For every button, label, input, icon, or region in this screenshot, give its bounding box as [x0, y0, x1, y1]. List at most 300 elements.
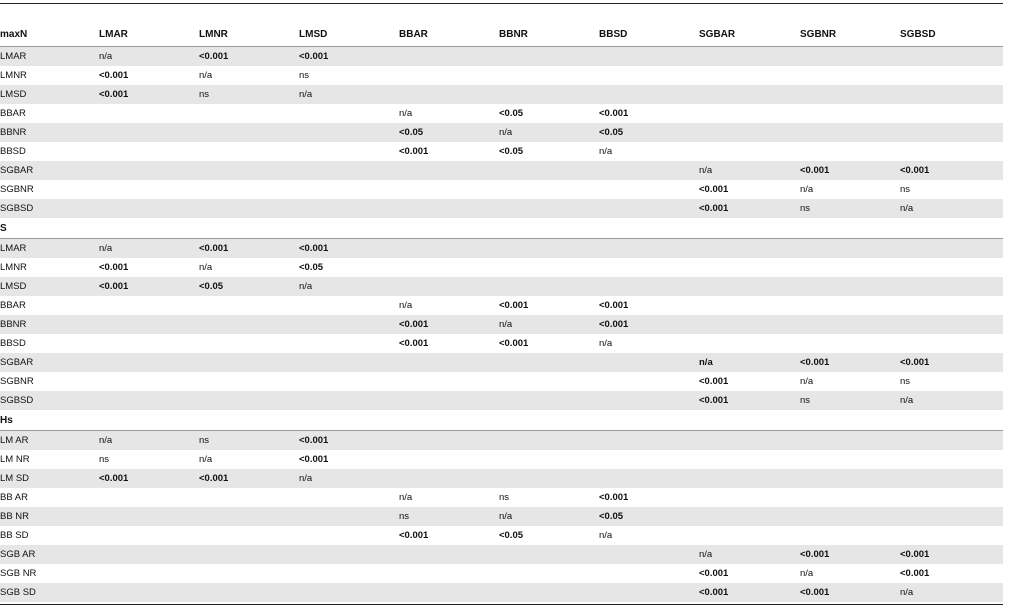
table-row: [0, 123, 1003, 142]
row-label: SGBSD: [0, 391, 99, 410]
table-cell: [699, 507, 800, 526]
table-row: [0, 66, 1003, 85]
table-cell: [199, 199, 299, 218]
table-cell: [699, 488, 800, 507]
table-cell: n/a: [499, 315, 599, 334]
row-label: LMAR: [0, 239, 99, 259]
table-cell: <0.001: [199, 47, 299, 67]
table-cell: [699, 258, 800, 277]
table-cell: [399, 199, 499, 218]
table-cell: <0.001: [900, 161, 1003, 180]
table-row: [0, 161, 1003, 180]
table-cell: [399, 583, 499, 602]
table-cell: [499, 199, 599, 218]
row-label: BBSD: [0, 338, 26, 349]
table-cell: [299, 545, 399, 564]
section-title: Hs: [0, 410, 1003, 431]
header-cell: LMAR: [99, 28, 128, 40]
table-cell: [399, 391, 499, 410]
table-body: [0, 22, 1003, 602]
table-cell: [800, 142, 900, 161]
table-cell: [299, 391, 399, 410]
table-cell: <0.001: [599, 492, 629, 503]
table-cell: <0.001: [199, 239, 299, 259]
table-cell: [800, 296, 900, 315]
table-cell: [499, 258, 599, 277]
table-cell: [599, 239, 699, 259]
table-cell: [499, 564, 599, 583]
table-cell: [800, 104, 900, 123]
table-row: [0, 469, 1003, 488]
header-cell: BBNR: [499, 28, 528, 40]
table-cell: [800, 47, 900, 67]
table-cell: [499, 180, 599, 199]
table-cell: [99, 315, 199, 334]
table-cell: [900, 66, 1003, 85]
table-cell: <0.001: [199, 469, 299, 488]
table-row: [0, 199, 1003, 218]
table-cell: [699, 142, 800, 161]
table-cell: [199, 564, 299, 583]
table-cell: [800, 315, 900, 334]
table-cell: [299, 199, 399, 218]
table-cell: <0.05: [499, 108, 524, 119]
table-cell: [499, 161, 599, 180]
table-cell: <0.001: [499, 300, 529, 311]
table-row: [0, 431, 1003, 451]
table-cell: [900, 450, 1003, 469]
table-cell: n/a: [599, 338, 613, 349]
table-cell: [99, 372, 199, 391]
table-row: [0, 180, 1003, 199]
table-cell: <0.001: [599, 108, 629, 119]
row-label: LMSD: [0, 85, 99, 104]
table-cell: <0.05: [599, 507, 699, 526]
table-cell: [399, 450, 499, 469]
table-cell: ns: [299, 70, 310, 81]
table-cell: ns: [800, 199, 900, 218]
table-cell: [900, 104, 1003, 123]
section-title: S: [0, 218, 1003, 239]
row-label: SGBAR: [0, 353, 99, 372]
table-cell: [99, 526, 199, 545]
table-cell: n/a: [199, 70, 213, 81]
table-cell: [299, 564, 399, 583]
header-cell: BBSD: [599, 28, 628, 40]
row-label: LMSD: [0, 277, 99, 296]
table-row: [0, 526, 1003, 545]
table-cell: n/a: [900, 391, 1003, 410]
table-cell: [399, 431, 499, 451]
table-cell: [199, 296, 299, 315]
table-row: [0, 277, 1003, 296]
table-cell: [399, 258, 499, 277]
table-cell: [99, 334, 199, 353]
table-cell: <0.001: [699, 583, 800, 602]
table-cell: [900, 488, 1003, 507]
table-cell: [499, 277, 599, 296]
table-cell: <0.001: [599, 315, 699, 334]
table-cell: [299, 142, 399, 161]
row-label: LMNR: [0, 70, 27, 81]
table-cell: [499, 66, 599, 85]
table-cell: [99, 564, 199, 583]
table-cell: [900, 142, 1003, 161]
table-cell: [699, 315, 800, 334]
row-label: BBNR: [0, 123, 99, 142]
section-header-row: [0, 218, 1003, 239]
table-cell: <0.001: [699, 391, 800, 410]
table-cell: <0.001: [99, 85, 199, 104]
table-cell: [99, 391, 199, 410]
table-cell: [800, 507, 900, 526]
row-label: LM SD: [0, 469, 99, 488]
table-cell: [299, 526, 399, 545]
table-cell: <0.001: [800, 583, 900, 602]
table-cell: [800, 526, 900, 545]
table-cell: [499, 372, 599, 391]
table-cell: [699, 104, 800, 123]
table-cell: [800, 431, 900, 451]
table-cell: <0.001: [99, 70, 129, 81]
table-cell: [499, 450, 599, 469]
table-cell: [199, 507, 299, 526]
table-cell: [599, 161, 699, 180]
table-cell: n/a: [499, 123, 599, 142]
table-cell: <0.001: [299, 454, 329, 465]
table-cell: ns: [900, 376, 911, 387]
table-cell: n/a: [699, 353, 800, 372]
table-cell: n/a: [900, 199, 1003, 218]
table-cell: <0.001: [299, 239, 399, 259]
header-cell: LMSD: [299, 28, 328, 40]
table-cell: <0.001: [599, 300, 629, 311]
table-cell: [900, 507, 1003, 526]
table-cell: [99, 353, 199, 372]
table-cell: [800, 450, 900, 469]
table-cell: [399, 353, 499, 372]
table-cell: [599, 583, 699, 602]
table-cell: <0.05: [499, 146, 524, 157]
table-row: [0, 142, 1003, 161]
table-cell: [599, 545, 699, 564]
table-cell: [599, 66, 699, 85]
table-cell: [699, 123, 800, 142]
table-cell: [499, 85, 599, 104]
table-cell: [99, 123, 199, 142]
table-cell: [900, 431, 1003, 451]
table-row: [0, 507, 1003, 526]
table-cell: [199, 353, 299, 372]
table-cell: [99, 180, 199, 199]
table-cell: [900, 334, 1003, 353]
table-cell: <0.001: [699, 184, 729, 195]
table-cell: <0.05: [499, 530, 524, 541]
table-cell: [800, 488, 900, 507]
table-cell: [199, 391, 299, 410]
table-cell: ns: [399, 507, 499, 526]
table-cell: [599, 47, 699, 67]
table-cell: [399, 372, 499, 391]
table-cell: <0.001: [900, 353, 1003, 372]
table-cell: ns: [499, 492, 510, 503]
header-cell: BBAR: [399, 28, 428, 40]
table-cell: [599, 277, 699, 296]
table-cell: [800, 123, 900, 142]
table-cell: <0.001: [800, 353, 900, 372]
table-cell: n/a: [299, 277, 399, 296]
table-cell: [699, 526, 800, 545]
table-cell: <0.001: [99, 469, 199, 488]
bottom-rule: [0, 604, 1003, 605]
table-cell: n/a: [599, 146, 613, 157]
table-cell: [800, 258, 900, 277]
table-cell: [399, 239, 499, 259]
table-cell: n/a: [399, 492, 413, 503]
table-row: [0, 545, 1003, 564]
table-cell: n/a: [299, 85, 399, 104]
table-cell: ns: [199, 431, 299, 451]
table-cell: n/a: [900, 583, 1003, 602]
row-label: SGBSD: [0, 199, 99, 218]
table-cell: <0.001: [699, 199, 800, 218]
table-cell: [900, 123, 1003, 142]
table-cell: [900, 469, 1003, 488]
table-cell: <0.001: [699, 376, 729, 387]
table-cell: <0.001: [399, 315, 499, 334]
table-cell: [299, 583, 399, 602]
table-cell: <0.001: [900, 568, 930, 579]
table-cell: [299, 372, 399, 391]
table-cell: [199, 104, 299, 123]
table-cell: [299, 296, 399, 315]
table-row: [0, 488, 1003, 507]
table-cell: <0.001: [399, 338, 429, 349]
table-cell: [900, 47, 1003, 67]
table-cell: [299, 180, 399, 199]
table-cell: [199, 161, 299, 180]
table-cell: [900, 239, 1003, 259]
table-cell: <0.05: [199, 277, 299, 296]
table-cell: [499, 583, 599, 602]
table-cell: [499, 239, 599, 259]
table-cell: [599, 469, 699, 488]
table-cell: [399, 277, 499, 296]
table-cell: [299, 334, 399, 353]
table-cell: [299, 353, 399, 372]
table-cell: [699, 431, 800, 451]
table-row: [0, 450, 1003, 469]
table-cell: [900, 296, 1003, 315]
table-cell: [99, 507, 199, 526]
table-cell: <0.001: [499, 338, 529, 349]
table-cell: [99, 199, 199, 218]
table-row: [0, 239, 1003, 259]
table-cell: [599, 353, 699, 372]
table-cell: <0.05: [299, 262, 324, 273]
table-cell: [99, 296, 199, 315]
table-cell: [99, 583, 199, 602]
row-label: SGB SD: [0, 583, 99, 602]
table-cell: [199, 142, 299, 161]
table-cell: [800, 239, 900, 259]
table-cell: [399, 85, 499, 104]
table-cell: ns: [800, 391, 900, 410]
table-cell: <0.001: [399, 530, 429, 541]
table-row: [0, 85, 1003, 104]
table-cell: [399, 545, 499, 564]
row-label: BBSD: [0, 146, 26, 157]
table-cell: [199, 526, 299, 545]
table-cell: n/a: [399, 300, 413, 311]
row-label: BB NR: [0, 507, 99, 526]
table-cell: [599, 391, 699, 410]
row-label: BBAR: [0, 300, 26, 311]
table-cell: [299, 507, 399, 526]
table-cell: [800, 334, 900, 353]
table-cell: [199, 180, 299, 199]
table-cell: [199, 583, 299, 602]
table-cell: <0.001: [800, 161, 900, 180]
table-cell: [599, 450, 699, 469]
table-cell: [99, 104, 199, 123]
table-cell: [599, 199, 699, 218]
table-row: [0, 47, 1003, 67]
table-cell: [800, 469, 900, 488]
table-cell: <0.05: [399, 123, 499, 142]
table-cell: [599, 431, 699, 451]
table-row: [0, 353, 1003, 372]
table-cell: [699, 277, 800, 296]
table-cell: n/a: [800, 568, 814, 579]
table-cell: [399, 47, 499, 67]
table-cell: <0.001: [399, 146, 429, 157]
table-cell: [499, 469, 599, 488]
table-cell: n/a: [599, 530, 613, 541]
table-cell: [199, 372, 299, 391]
table-cell: <0.001: [299, 47, 399, 67]
table-cell: [499, 431, 599, 451]
table-cell: <0.001: [699, 568, 729, 579]
table-cell: [800, 85, 900, 104]
table-cell: n/a: [99, 47, 199, 67]
table-cell: [599, 372, 699, 391]
table-cell: [299, 488, 399, 507]
table-cell: n/a: [299, 469, 399, 488]
table-cell: ns: [99, 454, 110, 465]
table-cell: [699, 66, 800, 85]
table-cell: [699, 85, 800, 104]
table-cell: [99, 161, 199, 180]
table-cell: [900, 277, 1003, 296]
table-cell: [499, 391, 599, 410]
row-label: SGB AR: [0, 545, 99, 564]
table-cell: [399, 564, 499, 583]
table-cell: [699, 296, 800, 315]
table-row: [0, 334, 1003, 353]
table-cell: <0.001: [800, 545, 900, 564]
table-cell: ns: [199, 85, 299, 104]
section-header-row: [0, 410, 1003, 431]
table-cell: n/a: [499, 507, 599, 526]
table-cell: n/a: [699, 161, 800, 180]
row-label: LM NR: [0, 454, 30, 465]
row-label: BB AR: [0, 492, 28, 503]
table-cell: <0.001: [99, 262, 129, 273]
table-cell: n/a: [699, 545, 800, 564]
table-cell: [800, 277, 900, 296]
table-cell: [900, 315, 1003, 334]
table-row: [0, 104, 1003, 123]
table-cell: [99, 488, 199, 507]
table-cell: [399, 180, 499, 199]
table-cell: [599, 258, 699, 277]
table-cell: <0.001: [900, 545, 1003, 564]
row-label: SGBNR: [0, 376, 34, 387]
header-cell: SGBAR: [699, 28, 736, 40]
table-cell: [199, 334, 299, 353]
table-row: [0, 391, 1003, 410]
table-cell: [399, 161, 499, 180]
table-cell: [499, 47, 599, 67]
row-label: BBNR: [0, 315, 99, 334]
table-cell: n/a: [99, 431, 199, 451]
table-cell: [199, 488, 299, 507]
table-cell: [900, 526, 1003, 545]
top-rule: [0, 3, 1003, 4]
table-cell: [599, 564, 699, 583]
table-cell: [399, 66, 499, 85]
table-cell: <0.001: [99, 277, 199, 296]
table-cell: [499, 545, 599, 564]
table-cell: [199, 315, 299, 334]
table-cell: [699, 469, 800, 488]
header-cell: maxN: [0, 28, 28, 40]
table-cell: [599, 85, 699, 104]
header-cell: SGBNR: [800, 28, 837, 40]
table-row: [0, 583, 1003, 602]
table-cell: [299, 123, 399, 142]
row-label: LMNR: [0, 262, 27, 273]
table-cell: [99, 545, 199, 564]
header-cell: SGBSD: [900, 28, 936, 40]
row-label: SGBAR: [0, 161, 99, 180]
table-cell: n/a: [99, 239, 199, 259]
table-cell: [800, 66, 900, 85]
row-label: SGB NR: [0, 568, 37, 579]
table-cell: n/a: [199, 454, 213, 465]
table-cell: n/a: [399, 108, 413, 119]
table-row: [0, 372, 1003, 391]
table-row: [0, 315, 1003, 334]
header-row: [0, 22, 1003, 47]
table-cell: [699, 450, 800, 469]
table-cell: [900, 85, 1003, 104]
table-row: [0, 296, 1003, 315]
comparison-table: [0, 22, 1003, 602]
row-label: BB SD: [0, 530, 29, 541]
table-cell: [299, 161, 399, 180]
table-row: [0, 258, 1003, 277]
row-label: BBAR: [0, 108, 26, 119]
table-cell: n/a: [199, 262, 213, 273]
row-label: LMAR: [0, 47, 99, 67]
table-cell: <0.001: [299, 431, 399, 451]
table-cell: [499, 353, 599, 372]
row-label: LM AR: [0, 431, 99, 451]
table-cell: ns: [900, 184, 911, 195]
header-cell: LMNR: [199, 28, 228, 40]
